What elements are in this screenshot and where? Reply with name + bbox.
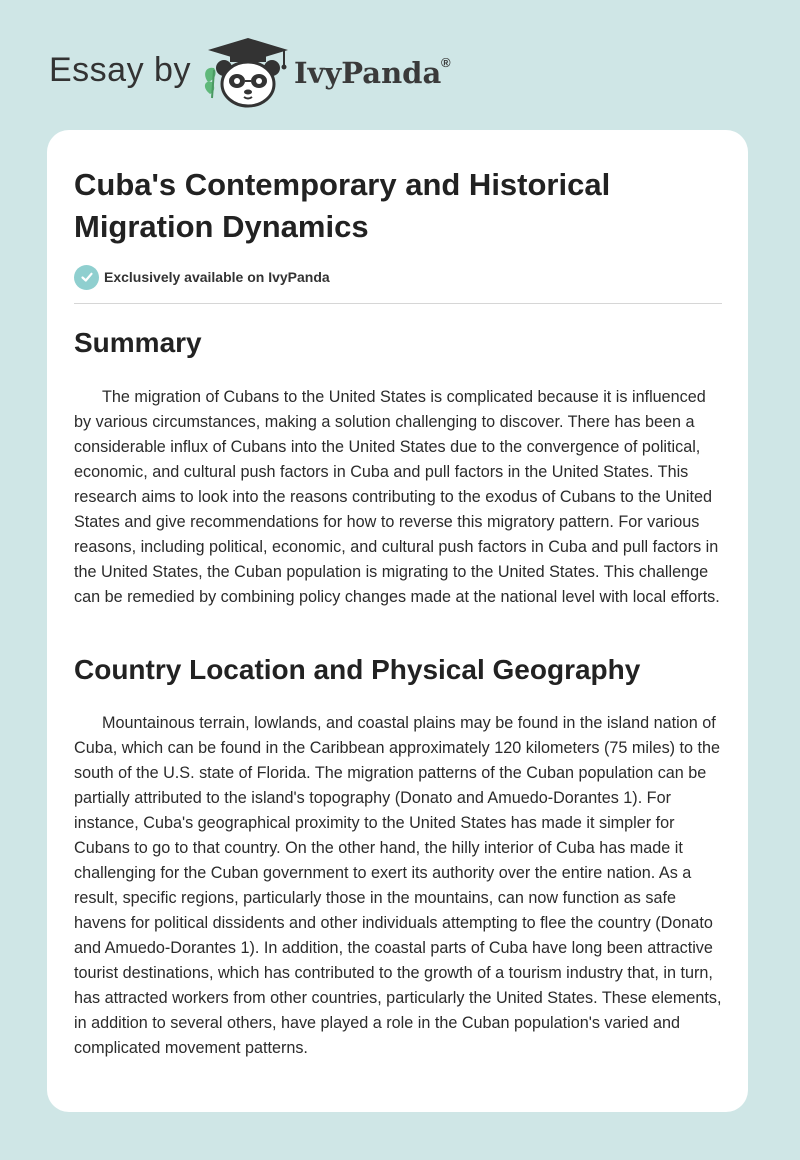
essay-card [47, 130, 748, 1112]
exclusive-badge [74, 264, 330, 290]
panda-graduate-icon[interactable] [200, 36, 292, 108]
section-heading-geography: Country Location and Physical Geography [74, 654, 641, 685]
page-title: Cuba's Contemporary and Historical Migration Dynamics [74, 167, 611, 244]
section-paragraph-summary: The migration of Cubans to the United States is complicated because it is influenced by various circumstances, making a solution challenging to discover. There has been a considerable influx of Cubans into the United States due to the convergence of political, economic, and cultural push factors in Cuba and pull factors in the United States. This research aims to look into the reasons contributing to the exodus of Cubans to the United States and give recommendations for how to reverse this migratory pattern. For various reasons, including political, economic, and cultural push factors in Cuba and pull factors in the United States, the Cuban population is migrating to the United States. This challenge can be remedied by combining policy changes made at the national level with local efforts. [74, 388, 720, 606]
site-header [0, 0, 800, 120]
essay-by-label: Essay by [49, 51, 191, 89]
divider [74, 303, 722, 304]
registered-mark: ® [441, 55, 451, 70]
badge-label: Exclusively available on IvyPanda [104, 269, 330, 285]
section-heading-summary: Summary [74, 327, 202, 358]
leaf-icon [205, 68, 216, 98]
checkmark-icon [74, 265, 99, 290]
brand-name[interactable]: IvyPanda [294, 56, 442, 90]
section-paragraph-geography: Mountainous terrain, lowlands, and coastal plains may be found in the island nation of Cuba, which can be found in the Caribbean approximately 120 kilometers (75 miles) to the south of the U.S. state of Florida. The migration patterns of the Cuban population can be partially attributed to the island's topography (Donato and Amuedo-Dorantes 1). For instance, Cuba's geographical proximity to the United States has made it simpler for Cubans to go to that country. On the other hand, the hilly interior of Cuba has made it challenging for the Cuban government to exert its authority over the entire nation. As a result, specific regions, particularly those in the mountains, can now function as safe havens for political dissidents and other individuals attempting to flee the country (Donato and Amuedo-Dorantes 1). In addition, the coastal parts of Cuba have long been attractive tourist destinations, which has contributed to the growth of a tourism industry that, in turn, has attracted workers from other countries, particularly the United States. These elements, in addition to several others, have played a role in the Cuban population's varied and complicated movement patterns. [74, 714, 722, 1057]
